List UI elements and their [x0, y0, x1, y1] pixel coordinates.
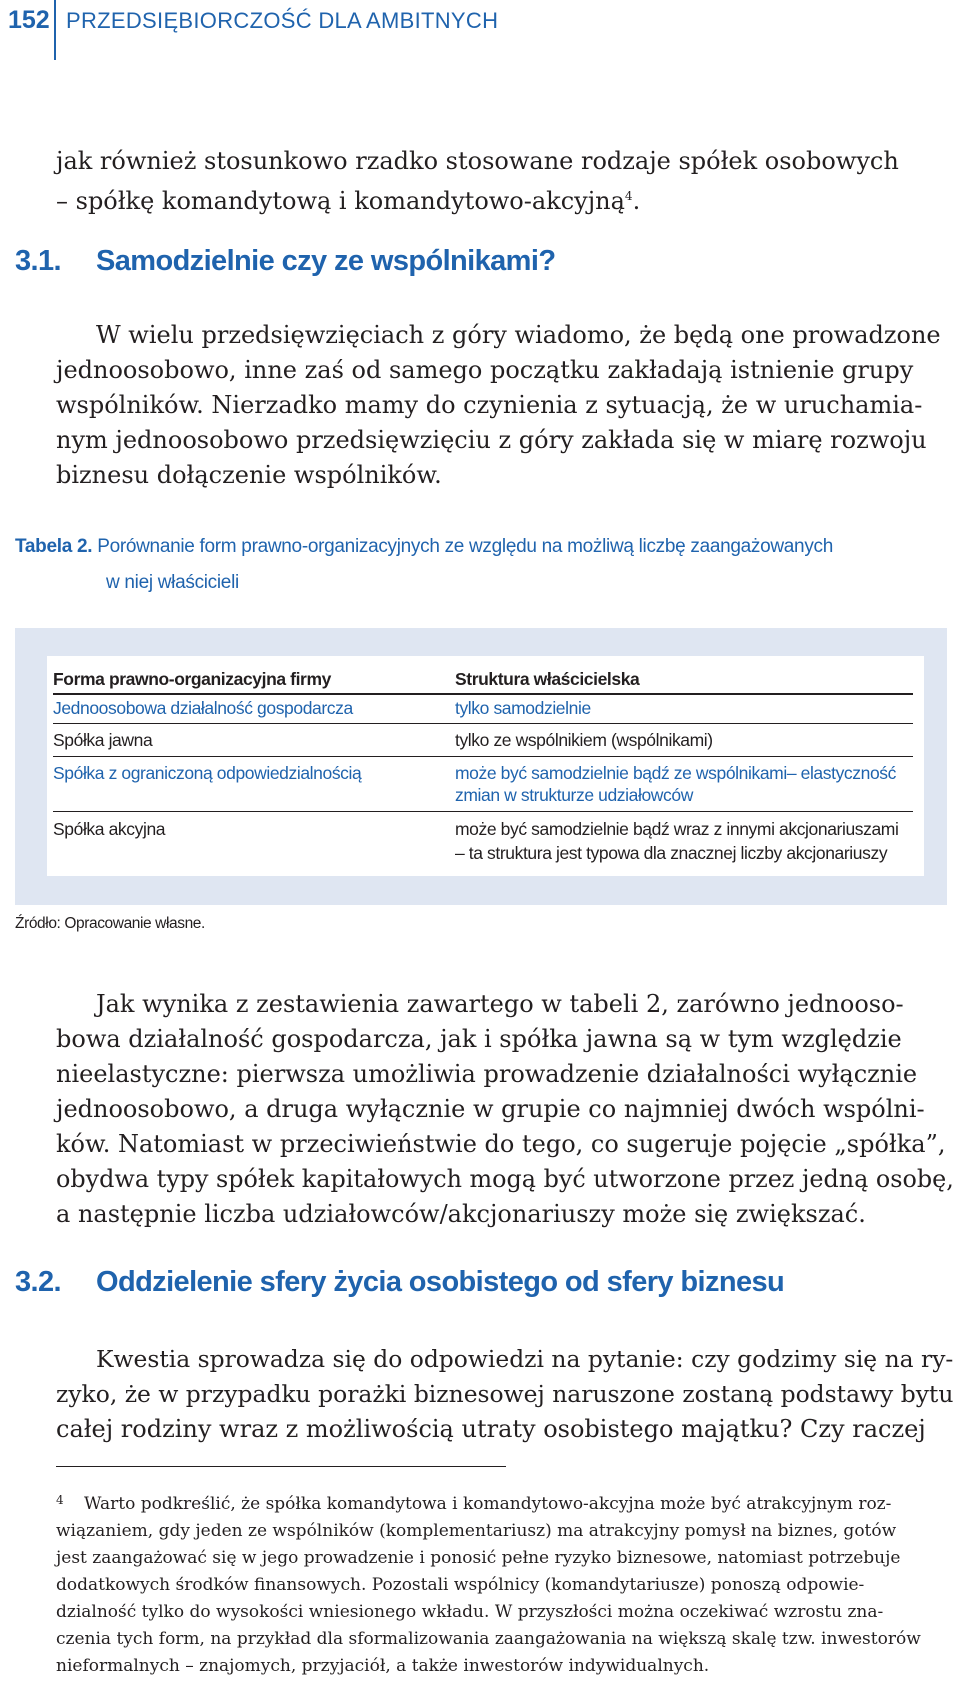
source-note: Źródło: Opracowanie własne. [15, 915, 205, 932]
footnote-line: wiązaniem, gdy jeden ze wspólników (komplementariusz) ma atrakcyjny pomysł na biznes, gotów [56, 1521, 897, 1541]
table-cell-form: Spółka akcyjna [53, 819, 166, 839]
para2-line: obydwa typy spółek kapitałowych mogą być utworzone przez jedną osobę, [56, 1165, 954, 1193]
intro-paragraph [56, 144, 954, 219]
paragraph-2 [56, 987, 954, 1232]
para2-line: Jak wynika z zestawienia zawartego w tabeli 2, zarówno jednooso- [96, 990, 904, 1018]
table-cell-form: Spółka z ograniczoną odpowiedzialnością [53, 763, 362, 783]
page-number: 152 [8, 6, 50, 34]
para3-line: Kwestia sprowadza się do odpowiedzi na pytanie: czy godzimy się na ry- [96, 1345, 954, 1373]
footnote-line: jest zaangażować się w jego prowadzenie i ponosić pełne ryzyko biznesowe, natomiast potrzebuje [56, 1548, 901, 1568]
section-title-3-1: Samodzielnie czy ze wspólnikami? [96, 245, 556, 277]
footnote-line: dzialność tylko do wysokości wniesionego wkładu. W przyszłości można oczekiwać wzrostu zna- [56, 1602, 884, 1622]
para2-line: a następnie liczba udziałowców/akcjonariuszy może się zwiększać. [56, 1200, 866, 1228]
table-cell-structure: tylko samodzielnie [455, 698, 591, 718]
table-cell-structure-cont: – ta struktura jest typowa dla znacznej liczby akcjonariuszy [455, 843, 888, 863]
footnote-ref[interactable]: 4 [624, 189, 633, 203]
header-divider [54, 0, 56, 60]
para2-line: nieelastyczne: pierwsza umożliwia prowadzenie działalności wyłącznie [56, 1060, 918, 1088]
section-number-3-1: 3.1. [15, 245, 61, 277]
table-cell-structure: może być samodzielnie bądź ze wspólnikami– elastyczność [455, 763, 896, 783]
para1-line: biznesu dołączenie wspólników. [56, 461, 442, 489]
intro-line-2-text: – spółkę komandytową i komandytowo-akcyjną [56, 187, 625, 215]
footnote-line: dodatkowych środków finansowych. Pozostali wspólnicy (komandytariusze) ponoszą odpowie- [56, 1575, 865, 1595]
table-cell-structure-cont: zmian w strukturze udziałowców [455, 785, 693, 805]
section-title-3-2: Oddzielenie sfery życia osobistego od sfery biznesu [96, 1266, 785, 1298]
table-caption-line-1: Porównanie form prawno-organizacyjnych ze względu na możliwą liczbę zaangażowanych [97, 536, 833, 557]
table-cell-structure: tylko ze wspólnikiem (wspólnikami) [455, 730, 713, 750]
running-title: PRZEDSIĘBIORCZOŚĆ DLA AMBITNYCH [66, 8, 499, 33]
table-caption [15, 536, 833, 558]
para3-line: zyko, że w przypadku porażki biznesowej naruszone zostaną podstawy bytu [56, 1380, 954, 1408]
table-caption-label: Tabela 2. [15, 536, 93, 557]
footnote-text [56, 1491, 954, 1680]
table-row-rule [53, 723, 913, 724]
para3-line: całej rodziny wraz z możliwością utraty osobistego majątku? Czy raczej [56, 1415, 926, 1443]
footnote-marker: 4 [56, 1493, 64, 1507]
para1-line: W wielu przedsięwzięciach z góry wiadomo, że będą one prowadzone [96, 321, 941, 349]
table-header-structure: Struktura właścicielska [455, 669, 640, 689]
para2-line: bowa działalność gospodarcza, jak i spółka jawna są w tym względzie [56, 1025, 902, 1053]
intro-line-2-end: . [632, 187, 641, 215]
footnote-separator [56, 1466, 506, 1467]
table-cell-form: Spółka jawna [53, 730, 153, 750]
intro-line-2 [56, 179, 954, 219]
table-row-rule [53, 811, 913, 812]
para1-line: nym jednoosobowo przedsięwzięciu z góry zakłada się w miarę rozwoju [56, 426, 927, 454]
para2-line: ków. Natomiast w przeciwieństwie do tego, co sugeruje pojęcie „spółka”, [56, 1130, 946, 1158]
para1-line: wspólników. Nierzadko mamy do czynienia z sytuacją, że w uruchamia- [56, 391, 923, 419]
table-header-form: Forma prawno-organizacyjna firmy [53, 669, 331, 689]
footnote-line: Warto podkreślić, że spółka komandytowa i komandytowo-akcyjna może być atrakcyjnym roz- [84, 1494, 892, 1514]
table-cell-structure: może być samodzielnie bądź wraz z innymi akcjonariuszami [455, 819, 899, 839]
table-cell-form: Jednoosobowa działalność gospodarcza [53, 698, 353, 718]
table-row-rule [53, 756, 913, 757]
para2-line: jednoosobowo, a druga wyłącznie w grupie co najmniej dwóch wspólni- [56, 1095, 925, 1123]
table-caption-line-2: w niej właścicieli [106, 572, 239, 593]
paragraph-1 [56, 318, 954, 493]
para1-line: jednoosobowo, inne zaś od samego początku zakładają istnienie grupy [56, 356, 914, 384]
comparison-table [47, 656, 924, 876]
intro-line-1: jak również stosunkowo rzadko stosowane rodzaje spółek osobowych [56, 147, 899, 175]
table-header-rule [53, 693, 913, 695]
footnote-line: nieformalnych – znajomych, przyjaciół, a także inwestorów indywidualnych. [56, 1656, 710, 1676]
paragraph-3 [56, 1342, 954, 1447]
section-number-3-2: 3.2. [15, 1266, 61, 1298]
footnote-line: czenia tych form, na przykład dla sformalizowania zaangażowania na większą skalę tzw. inwestorów [56, 1629, 921, 1649]
